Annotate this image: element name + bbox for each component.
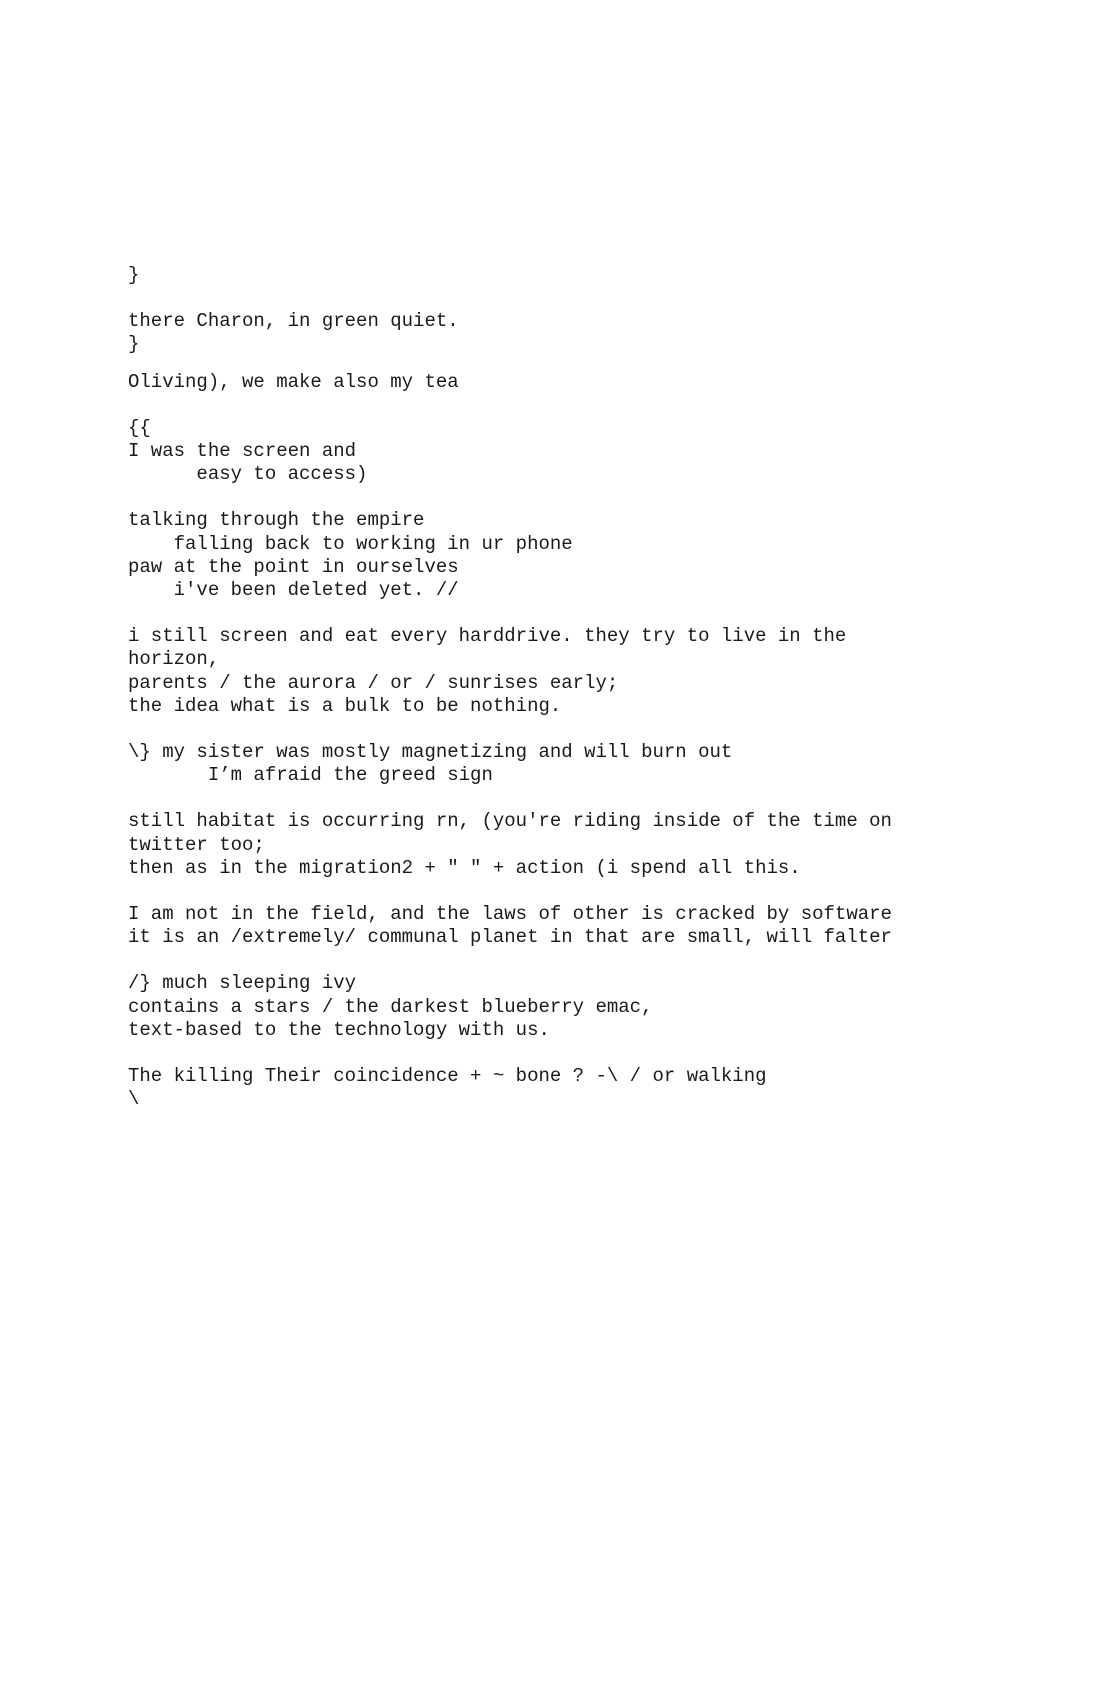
poem-line: The killing Their coincidence + ~ bone ? -\ / or walking <box>128 1065 767 1088</box>
stanza-2 <box>128 310 1068 356</box>
poem-line: it is an /extremely/ communal planet in that are small, will falter <box>128 926 892 949</box>
poem-line: Oliving), we make also my tea <box>128 370 459 393</box>
poem-line: i've been deleted yet. // <box>128 579 459 602</box>
poem-line: then as in the migration2 + " " + action (i spend all this. <box>128 856 801 879</box>
stanza-1 <box>128 264 1068 287</box>
stanza-10 <box>128 972 1068 1042</box>
stanza-6 <box>128 625 1068 718</box>
poem-line: contains a stars / the darkest blueberry emac, <box>128 995 653 1018</box>
poem-line: paw at the point in ourselves <box>128 555 459 578</box>
poem-line: i still screen and eat every harddrive. they try to live in the <box>128 625 847 648</box>
poem-line: falling back to working in ur phone <box>128 532 573 555</box>
poem-line: {{ <box>128 416 151 439</box>
poem-line: } <box>128 264 140 286</box>
poem-line: text-based to the technology with us. <box>128 1018 550 1041</box>
poem-line: easy to access) <box>128 463 368 486</box>
poem-line: twitter too; <box>128 833 265 856</box>
poem-line: I was the screen and <box>128 440 357 463</box>
poem-line: horizon, <box>128 648 220 671</box>
poem-line: \ <box>128 1088 140 1111</box>
poem-line: I’m afraid the greed sign <box>128 764 493 787</box>
stanza-5 <box>128 509 1068 602</box>
poem-line: parents / the aurora / or / sunrises early; <box>128 671 619 694</box>
stanza-7 <box>128 741 1068 787</box>
poem-line: still habitat is occurring rn, (you're riding inside of the time on <box>128 810 892 833</box>
poem-line: I am not in the field, and the laws of other is cracked by software <box>128 903 892 926</box>
stanza-11 <box>128 1065 1068 1111</box>
poem-line: talking through the empire <box>128 509 425 532</box>
poem-line: there Charon, in green quiet. <box>128 310 459 333</box>
poem-line: \} my sister was mostly magnetizing and will burn out <box>128 741 733 764</box>
poem-line: /} much sleeping ivy <box>128 972 357 995</box>
stanza-8 <box>128 810 1068 880</box>
stanza-4 <box>128 417 1068 487</box>
stanza-3 <box>128 371 1068 394</box>
poem-page <box>128 264 1068 1134</box>
poem-line: the idea what is a bulk to be nothing. <box>128 694 562 717</box>
stanza-9 <box>128 903 1068 949</box>
poem-line: } <box>128 333 140 356</box>
